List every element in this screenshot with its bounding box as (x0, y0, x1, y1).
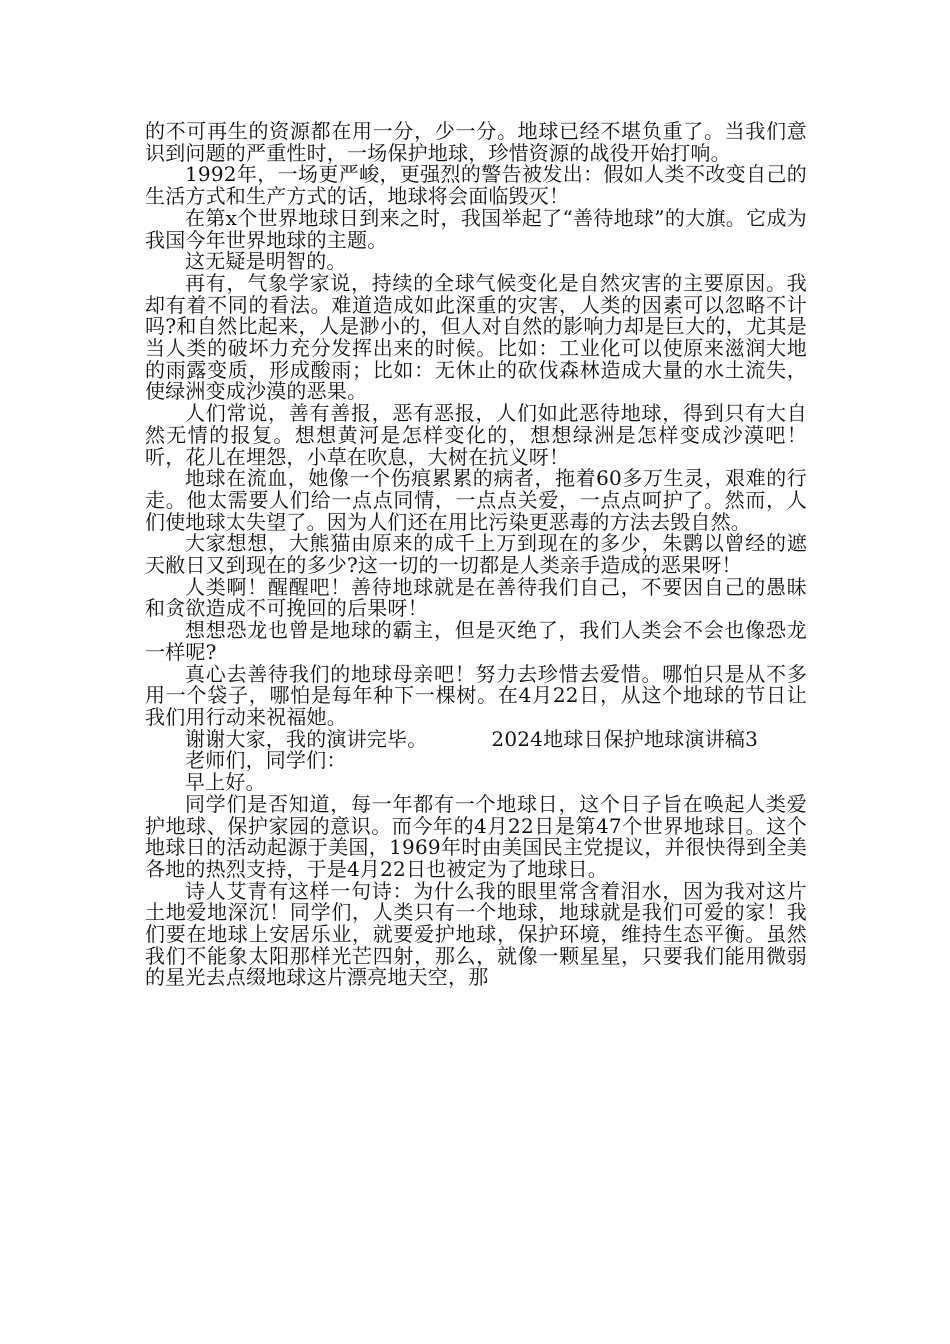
paragraph: 这无疑是明智的。 (185, 249, 347, 274)
paragraph: 想想恐龙也曾是地球的霸主，但是灭绝了，我们人类会不会也像恐龙一样呢? (145, 618, 807, 664)
paragraph: 人类啊！醒醒吧！善待地球就是在善待我们自己，不要因自己的愚昧和贪欲造成不可挽回的后果呀！ (145, 574, 807, 621)
paragraph: 人们常说，善有善报，恶有恶报，人们如此恶待地球，得到只有大自然无情的报复。想想黄河是怎样变化的，想想绿洲是怎样变成沙漠吧！听，花儿在埋怨，小草在吹息，大树在抗义呀！ (145, 401, 807, 469)
morning-greeting: 早上好。 (185, 770, 266, 795)
paragraph: 地球在流血，她像一个伤痕累累的病者，拖着60多万生灵，艰难的行走。他太需要人们给一点点同情，一点点关爱，一点点呵护了。然而，人们使地球太失望了。因为人们还在用比污染更恶毒的方法去毁自然。 (145, 466, 807, 534)
paragraph: 同学们是否知道，每一年都有一个地球日，这个日子旨在唤起人类爱护地球、保护家园的意识。而今年的4月22日是第47个世界地球日。这个地球日的活动起源于美国，1969年时由美国民主党提议，并很快得到全美各地的热烈支持，于是4月22日也被定为了地球日。 (145, 791, 807, 881)
paragraph: 再有，气象学家说，持续的全球气候变化是自然灾害的主要原因。我却有着不同的看法。难道造成如此深重的灾害，人类的因素可以忽略不计吗?和自然比起来，人是渺小的，但人对自然的影响力却是巨大的，尤其是当人类的破坏力充分发挥出来的时候。比如：工业化可以使原来滋润大地的雨露变质，形成酸雨；比如：无休止的砍伐森林造成大量的水土流失，使绿洲变成沙漠的恶果。 (145, 270, 807, 404)
paragraph: 大家想想，大熊猫由原来的成千上万到现在的多少，朱鹮以曾经的遮天敝日又到现在的多少?这一切的一切都是人类亲手造成的恶果呀！ (145, 531, 807, 578)
paragraph: 1992年，一场更严峻，更强烈的警告被发出：假如人类不改变自己的生活方式和生产方式的话，地球将会面临毁灭！ (145, 162, 807, 209)
closing-text: 谢谢大家，我的演讲完毕。 (185, 726, 428, 751)
paragraph: 诗人艾青有这样一句诗：为什么我的眼里常含着泪水，因为我对这片土地爱地深沉！同学们，人类只有一个地球，地球就是我们可爱的家！我们要在地球上安居乐业，就要爱护地球，保护环境，维持生态平衡。虽然我们不能象太阳那样光芒四射，那么，就像一颗星星，只要我们能用微弱的星光去点缀地球这片漂亮地天空，那 (145, 878, 807, 990)
document-body (145, 121, 807, 989)
paragraph-continued: 的不可再生的资源都在用一分，少一分。地球已经不堪负重了。当我们意识到问题的严重性时，一场保护地球，珍惜资源的战役开始打响。 (145, 119, 807, 165)
closing-line (145, 726, 807, 751)
paragraph: 在第x个世界地球日到来之时，我国举起了“善待地球”的大旗。它成为我国今年世界地球的主题。 (145, 205, 807, 252)
next-speech-title: 2024地球日保护地球演讲稿3 (491, 726, 759, 751)
paragraph: 真心去善待我们的地球母亲吧！努力去珍惜去爱惜。哪怕只是从不多用一个袋子，哪怕是每年种下一棵树。在4月22日，从这个地球的节日让我们用行动来祝福她。 (145, 661, 807, 729)
greeting: 老师们，同学们： (185, 748, 347, 773)
